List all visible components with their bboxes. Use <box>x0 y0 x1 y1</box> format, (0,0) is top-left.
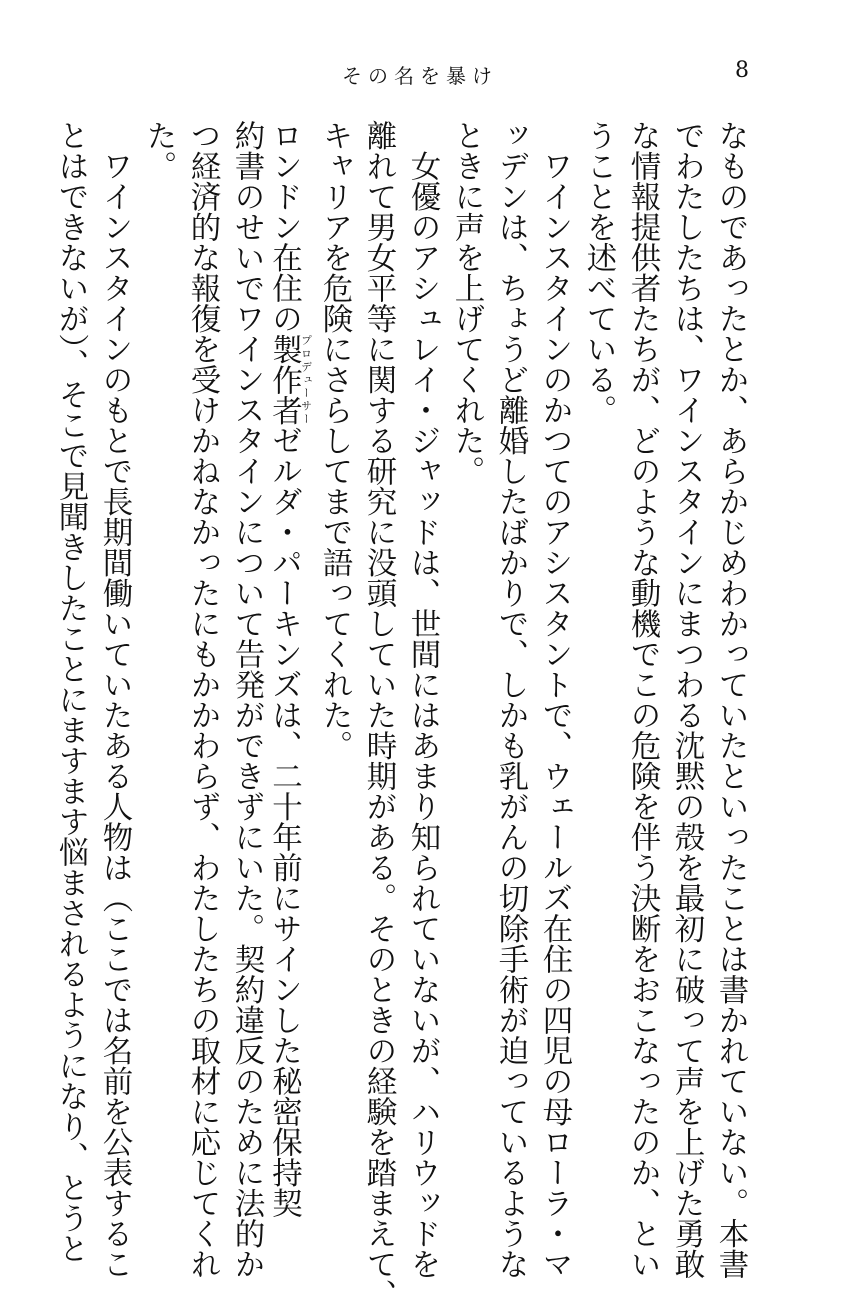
ruby-annotation: 製作者プロデューサー <box>266 333 313 425</box>
text-column: ときに声を上げてくれた。 <box>449 120 484 486</box>
text-column: 約書のせいでワインスタインについて告発ができずにいた。契約違反のために法的か <box>229 120 264 1279</box>
page-number: 8 <box>735 58 749 83</box>
text-column: ワインスタインのもとで長期間働いていたある人物は（ここでは名前を公表するこ <box>97 120 132 1279</box>
text-column: ロンドン在住の製作者プロデューサーゼルダ・パーキンズは、二十年前にサインした秘密保持契 <box>266 120 313 1218</box>
text-column: ッデンは、ちょうど離婚したばかりで、しかも乳がんの切除手術が迫っているような <box>493 120 528 1279</box>
text-column: た。 <box>141 120 176 181</box>
text-column: キャリアを危険にさらしてまで語ってくれた。 <box>317 120 352 761</box>
text-column: なものであったとか、あらかじめわかっていたといったことは書かれていない。本書 <box>713 120 748 1279</box>
text-column: とはできないが）、そこで見聞きしたことにますます悩まされるようになり、とうと <box>53 120 88 1264</box>
running-title: その名を暴け <box>342 64 498 88</box>
text-column: 女優のアシュレイ・ジャッドは、世間にはあまり知られていないが、ハリウッドを <box>405 120 440 1279</box>
text-column: 離れて男女平等に関する研究に没頭していた時期がある。そのときの経験を踏まえて、 <box>361 120 396 1310</box>
text-column: つ経済的な報復を受けかねなかったにもかかわらず、わたしたちの取材に応じてくれ <box>185 120 220 1279</box>
text-column: ワインスタインのかつてのアシスタントで、ウェールズ在住の四児の母ローラ・マ <box>537 120 572 1279</box>
ruby-reading: プロデューサー <box>299 333 313 425</box>
text-column: でわたしたちは、ワインスタインにまつわる沈黙の殻を最初に破って声を上げた勇敢 <box>669 120 704 1279</box>
text-column: うことを述べている。 <box>581 120 616 425</box>
text-column: な情報提供者たちが、どのような動機でこの危険を伴う決断をおこなったのか、とい <box>625 120 660 1279</box>
body-text <box>53 120 752 1310</box>
